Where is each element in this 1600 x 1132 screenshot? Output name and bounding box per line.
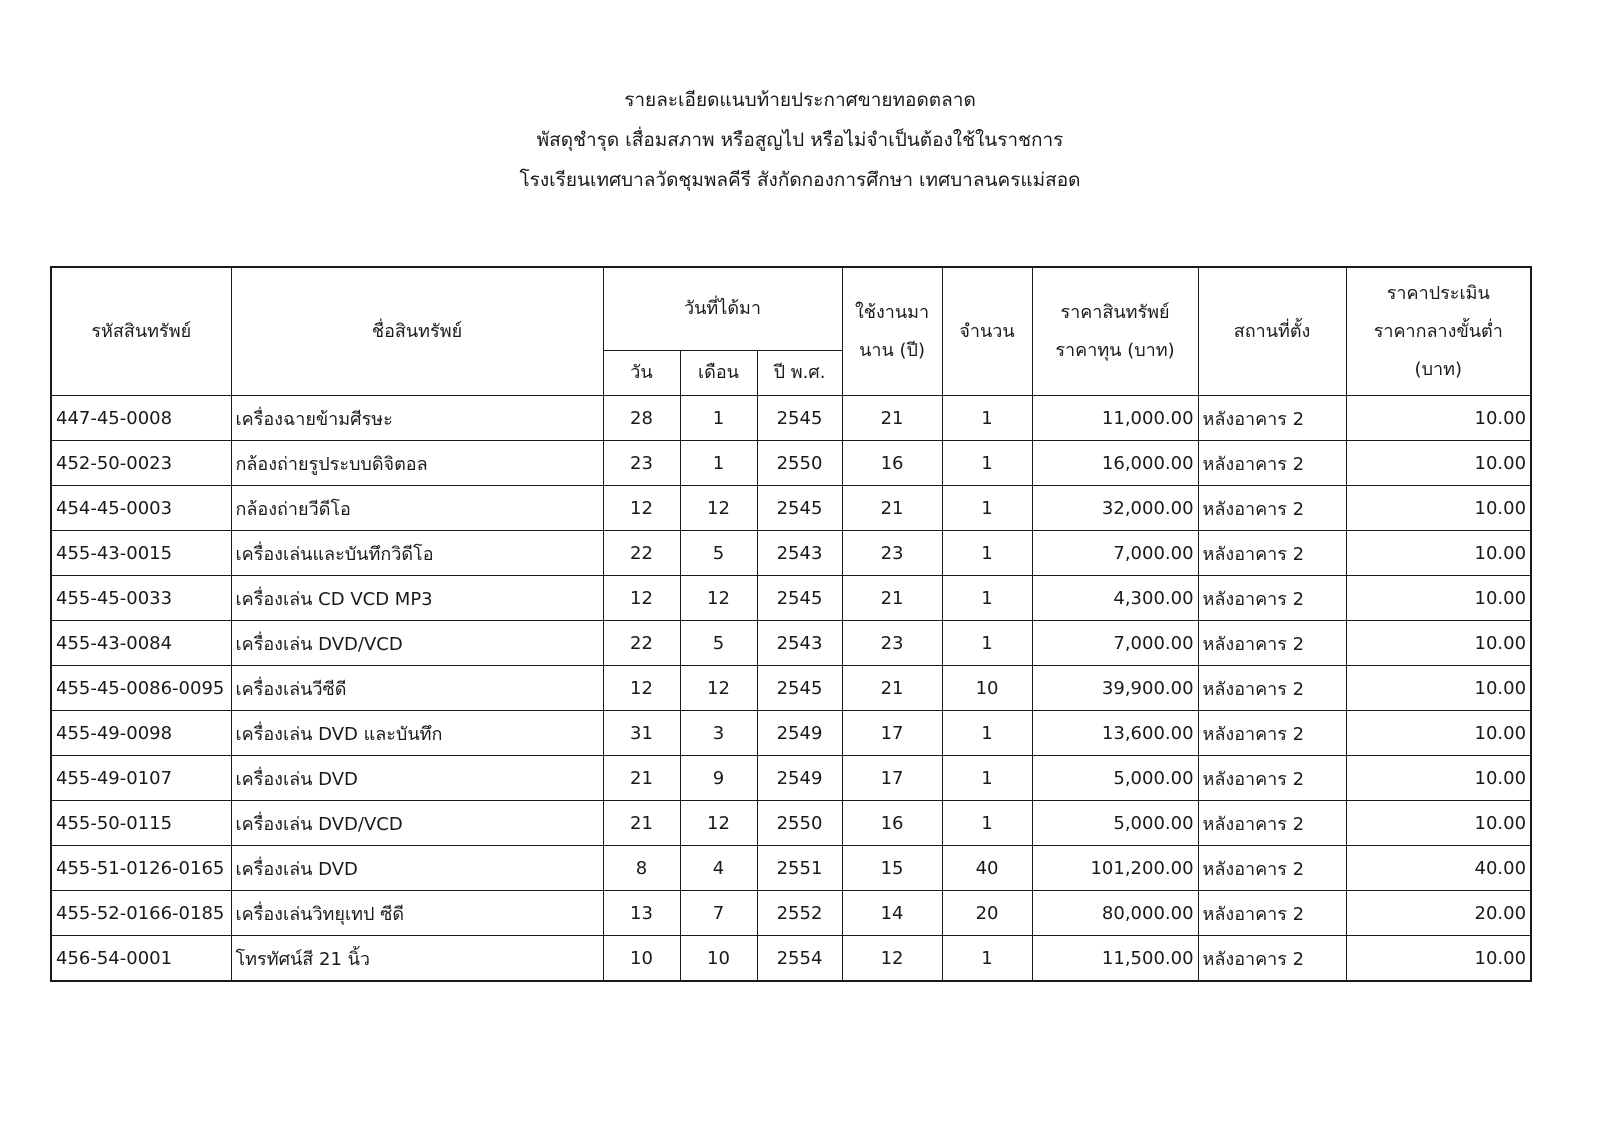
acquired-year-cell: 2550 — [757, 801, 842, 846]
asset-name-cell: กล้องถ่ายรูประบบดิจิตอล — [231, 441, 603, 486]
table-row — [51, 666, 1531, 711]
acquired-day-cell: 12 — [603, 486, 680, 531]
header-cost-line2: ราคาทุน (บาท) — [1055, 339, 1175, 361]
header-day: วัน — [603, 351, 680, 396]
appraisal-cell: 10.00 — [1346, 756, 1531, 801]
header-year: ปี พ.ศ. — [757, 351, 842, 396]
table-row — [51, 531, 1531, 576]
header-appraisal — [1346, 267, 1531, 396]
asset-code-cell: 455-43-0015 — [51, 531, 231, 576]
acquired-year-cell: 2545 — [757, 486, 842, 531]
acquired-day-cell: 22 — [603, 531, 680, 576]
acquired-month-cell: 12 — [680, 576, 757, 621]
asset-code-cell: 452-50-0023 — [51, 441, 231, 486]
asset-name-cell: เครื่องฉายข้ามศีรษะ — [231, 396, 603, 441]
appraisal-cell: 10.00 — [1346, 441, 1531, 486]
quantity-cell: 40 — [942, 846, 1032, 891]
asset-name-cell: เครื่องเล่น DVD และบันทึก — [231, 711, 603, 756]
header-date-acquired: วันที่ได้มา — [603, 267, 842, 351]
appraisal-cell: 10.00 — [1346, 621, 1531, 666]
quantity-cell: 1 — [942, 486, 1032, 531]
appraisal-cell: 20.00 — [1346, 891, 1531, 936]
years-used-cell: 21 — [842, 396, 942, 441]
asset-code-cell: 455-51-0126-0165 — [51, 846, 231, 891]
acquired-month-cell: 1 — [680, 441, 757, 486]
table-row — [51, 486, 1531, 531]
document-title: รายละเอียดแนบท้ายประกาศขายทอดตลาด — [624, 89, 976, 111]
acquired-day-cell: 10 — [603, 936, 680, 982]
organization-name: โรงเรียนเทศบาลวัดชุมพลคีรี สังกัดกองการศึกษา เทศบาลนครแม่สอด — [519, 169, 1081, 191]
table-body — [51, 396, 1531, 982]
table-row — [51, 621, 1531, 666]
appraisal-cell: 10.00 — [1346, 801, 1531, 846]
document-subtitle: พัสดุชำรุด เสื่อมสภาพ หรือสูญไป หรือไม่จำเป็นต้องใช้ในราชการ — [536, 129, 1064, 151]
asset-name-cell: เครื่องเล่น DVD/VCD — [231, 621, 603, 666]
asset-name-cell: เครื่องเล่นวิทยุเทป ซีดี — [231, 891, 603, 936]
table-row — [51, 936, 1531, 982]
location-cell: หลังอาคาร 2 — [1198, 846, 1346, 891]
location-cell: หลังอาคาร 2 — [1198, 801, 1346, 846]
header-years-used — [842, 267, 942, 396]
asset-disposal-table — [50, 266, 1532, 982]
years-used-cell: 23 — [842, 621, 942, 666]
cost-cell: 5,000.00 — [1032, 801, 1198, 846]
location-cell: หลังอาคาร 2 — [1198, 441, 1346, 486]
location-cell: หลังอาคาร 2 — [1198, 486, 1346, 531]
asset-name-cell: เครื่องเล่น DVD/VCD — [231, 801, 603, 846]
acquired-year-cell: 2549 — [757, 756, 842, 801]
acquired-year-cell: 2545 — [757, 666, 842, 711]
acquired-day-cell: 23 — [603, 441, 680, 486]
acquired-year-cell: 2545 — [757, 396, 842, 441]
appraisal-cell: 10.00 — [1346, 396, 1531, 441]
quantity-cell: 1 — [942, 441, 1032, 486]
cost-cell: 80,000.00 — [1032, 891, 1198, 936]
appraisal-cell: 10.00 — [1346, 486, 1531, 531]
header-appraisal-line3: (บาท) — [1414, 358, 1462, 380]
asset-name-cell: เครื่องเล่น DVD — [231, 756, 603, 801]
quantity-cell: 1 — [942, 621, 1032, 666]
table-header-row — [51, 267, 1531, 351]
table-row — [51, 756, 1531, 801]
quantity-cell: 1 — [942, 576, 1032, 621]
header-location: สถานที่ตั้ง — [1198, 267, 1346, 396]
appraisal-cell: 10.00 — [1346, 711, 1531, 756]
quantity-cell: 10 — [942, 666, 1032, 711]
cost-cell: 16,000.00 — [1032, 441, 1198, 486]
header-quantity: จำนวน — [942, 267, 1032, 396]
appraisal-cell: 10.00 — [1346, 576, 1531, 621]
acquired-month-cell: 10 — [680, 936, 757, 982]
header-cost — [1032, 267, 1198, 396]
location-cell: หลังอาคาร 2 — [1198, 396, 1346, 441]
asset-code-cell: 455-45-0086-0095 — [51, 666, 231, 711]
acquired-day-cell: 28 — [603, 396, 680, 441]
location-cell: หลังอาคาร 2 — [1198, 621, 1346, 666]
location-cell: หลังอาคาร 2 — [1198, 891, 1346, 936]
appraisal-cell: 10.00 — [1346, 531, 1531, 576]
header-years-used-line2: นาน (ปี) — [859, 339, 925, 361]
table-row — [51, 846, 1531, 891]
acquired-month-cell: 1 — [680, 396, 757, 441]
location-cell: หลังอาคาร 2 — [1198, 531, 1346, 576]
appraisal-cell: 10.00 — [1346, 666, 1531, 711]
asset-code-cell: 447-45-0008 — [51, 396, 231, 441]
acquired-day-cell: 8 — [603, 846, 680, 891]
asset-name-cell: เครื่องเล่นวีซีดี — [231, 666, 603, 711]
table-row — [51, 441, 1531, 486]
years-used-cell: 16 — [842, 801, 942, 846]
asset-code-cell: 455-52-0166-0185 — [51, 891, 231, 936]
header-appraisal-line2: ราคากลางขั้นต่ำ — [1373, 320, 1503, 342]
header-years-used-line1: ใช้งานมา — [854, 301, 930, 323]
years-used-cell: 17 — [842, 711, 942, 756]
acquired-month-cell: 5 — [680, 531, 757, 576]
location-cell: หลังอาคาร 2 — [1198, 936, 1346, 982]
acquired-month-cell: 7 — [680, 891, 757, 936]
acquired-month-cell: 4 — [680, 846, 757, 891]
quantity-cell: 1 — [942, 756, 1032, 801]
quantity-cell: 1 — [942, 936, 1032, 982]
quantity-cell: 1 — [942, 801, 1032, 846]
quantity-cell: 20 — [942, 891, 1032, 936]
header-appraisal-line1: ราคาประเมิน — [1386, 282, 1490, 304]
years-used-cell: 21 — [842, 576, 942, 621]
table-row — [51, 801, 1531, 846]
acquired-day-cell: 22 — [603, 621, 680, 666]
acquired-month-cell: 12 — [680, 666, 757, 711]
asset-name-cell: เครื่องเล่นและบันทึกวิดีโอ — [231, 531, 603, 576]
asset-name-cell: โทรทัศน์สี 21 นิ้ว — [231, 936, 603, 982]
asset-code-cell: 456-54-0001 — [51, 936, 231, 982]
cost-cell: 39,900.00 — [1032, 666, 1198, 711]
years-used-cell: 16 — [842, 441, 942, 486]
acquired-day-cell: 13 — [603, 891, 680, 936]
cost-cell: 11,000.00 — [1032, 396, 1198, 441]
years-used-cell: 15 — [842, 846, 942, 891]
table-row — [51, 576, 1531, 621]
cost-cell: 13,600.00 — [1032, 711, 1198, 756]
acquired-year-cell: 2549 — [757, 711, 842, 756]
appraisal-cell: 10.00 — [1346, 936, 1531, 982]
asset-code-cell: 455-45-0033 — [51, 576, 231, 621]
header-cost-line1: ราคาสินทรัพย์ — [1060, 301, 1170, 323]
quantity-cell: 1 — [942, 396, 1032, 441]
asset-code-cell: 454-45-0003 — [51, 486, 231, 531]
document-header — [0, 88, 1600, 208]
acquired-year-cell: 2550 — [757, 441, 842, 486]
acquired-year-cell: 2543 — [757, 531, 842, 576]
location-cell: หลังอาคาร 2 — [1198, 756, 1346, 801]
cost-cell: 4,300.00 — [1032, 576, 1198, 621]
header-asset-code: รหัสสินทรัพย์ — [51, 267, 231, 396]
acquired-year-cell: 2551 — [757, 846, 842, 891]
asset-code-cell: 455-49-0098 — [51, 711, 231, 756]
years-used-cell: 21 — [842, 486, 942, 531]
table-row — [51, 711, 1531, 756]
acquired-year-cell: 2543 — [757, 621, 842, 666]
years-used-cell: 23 — [842, 531, 942, 576]
quantity-cell: 1 — [942, 531, 1032, 576]
acquired-year-cell: 2552 — [757, 891, 842, 936]
acquired-month-cell: 5 — [680, 621, 757, 666]
cost-cell: 32,000.00 — [1032, 486, 1198, 531]
acquired-month-cell: 9 — [680, 756, 757, 801]
cost-cell: 11,500.00 — [1032, 936, 1198, 982]
appraisal-cell: 40.00 — [1346, 846, 1531, 891]
acquired-year-cell: 2554 — [757, 936, 842, 982]
acquired-day-cell: 12 — [603, 576, 680, 621]
years-used-cell: 17 — [842, 756, 942, 801]
years-used-cell: 14 — [842, 891, 942, 936]
asset-name-cell: เครื่องเล่น CD VCD MP3 — [231, 576, 603, 621]
acquired-day-cell: 21 — [603, 801, 680, 846]
header-month: เดือน — [680, 351, 757, 396]
acquired-month-cell: 12 — [680, 801, 757, 846]
location-cell: หลังอาคาร 2 — [1198, 666, 1346, 711]
location-cell: หลังอาคาร 2 — [1198, 711, 1346, 756]
cost-cell: 7,000.00 — [1032, 621, 1198, 666]
cost-cell: 101,200.00 — [1032, 846, 1198, 891]
asset-name-cell: กล้องถ่ายวีดีโอ — [231, 486, 603, 531]
asset-code-cell: 455-49-0107 — [51, 756, 231, 801]
table-row — [51, 891, 1531, 936]
asset-code-cell: 455-43-0084 — [51, 621, 231, 666]
cost-cell: 7,000.00 — [1032, 531, 1198, 576]
quantity-cell: 1 — [942, 711, 1032, 756]
asset-code-cell: 455-50-0115 — [51, 801, 231, 846]
cost-cell: 5,000.00 — [1032, 756, 1198, 801]
acquired-month-cell: 12 — [680, 486, 757, 531]
acquired-month-cell: 3 — [680, 711, 757, 756]
header-asset-name: ชื่อสินทรัพย์ — [231, 267, 603, 396]
years-used-cell: 21 — [842, 666, 942, 711]
table-row — [51, 396, 1531, 441]
years-used-cell: 12 — [842, 936, 942, 982]
location-cell: หลังอาคาร 2 — [1198, 576, 1346, 621]
acquired-day-cell: 31 — [603, 711, 680, 756]
acquired-day-cell: 21 — [603, 756, 680, 801]
acquired-year-cell: 2545 — [757, 576, 842, 621]
asset-name-cell: เครื่องเล่น DVD — [231, 846, 603, 891]
acquired-day-cell: 12 — [603, 666, 680, 711]
